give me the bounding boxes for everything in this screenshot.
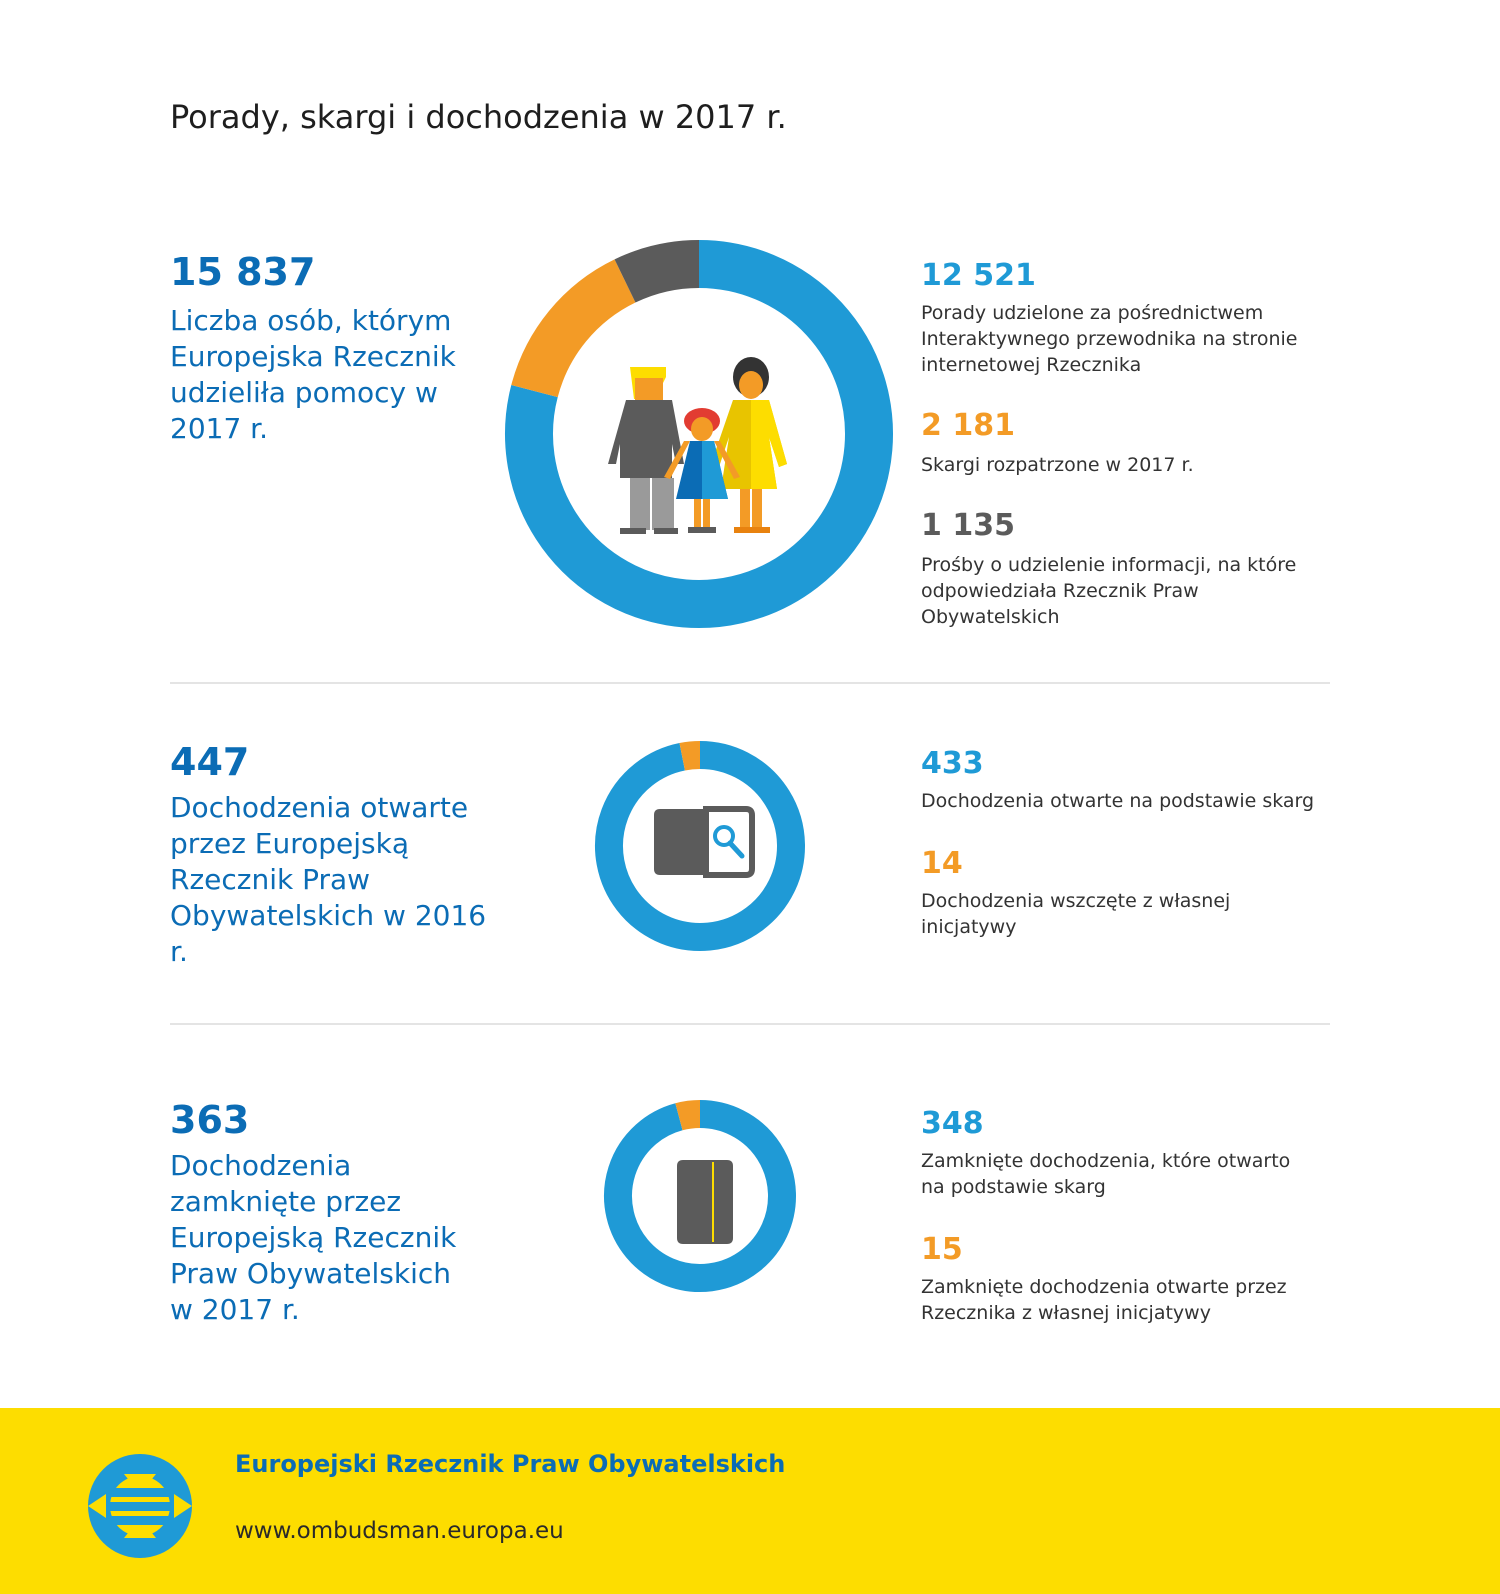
own-initiative-closed-value: 15 [921, 1232, 963, 1267]
info-requests-label: Prośby o udzielenie informacji, na które odpowiedziała Rzecznik Praw Obywatelskich [921, 554, 1297, 628]
donut-slice-2181 [535, 281, 626, 391]
complaints-label: Skargi rozpatrzone w 2017 r. [921, 454, 1194, 476]
website-link[interactable]: www.ombudsman.europa.eu [235, 1518, 564, 1544]
organization-name: Europejski Rzecznik Praw Obywatelskich [235, 1450, 786, 1478]
own-initiative-opened-value: 14 [921, 846, 963, 881]
open-folder-search-icon [654, 809, 752, 875]
closed-inquiries-total: 363 [170, 1098, 250, 1142]
footer [0, 1408, 1500, 1594]
donut-slice-14 [682, 755, 700, 757]
closed-complaint-inquiries-label: Zamknięte dochodzenia, które otwarto na podstawie skarg [921, 1150, 1291, 1198]
donut-slice-1135 [625, 264, 699, 281]
advice-value: 12 521 [921, 258, 1036, 293]
total-people-helped-label: Liczba osób, którym Europejska Rzecznik udzieliła pomocy w 2017 r. [170, 304, 456, 445]
closed-folder-icon [677, 1160, 733, 1244]
opened-complaint-inquiries-label: Dochodzenia otwarte na podstawie skarg [921, 790, 1315, 812]
complaints-value: 2 181 [921, 408, 1015, 443]
own-initiative-opened-label: Dochodzenia wszczęte z własnej inicjatywy [921, 890, 1231, 938]
opened-inquiries-label: Dochodzenia otwarte przez Europejską Rzecznik Praw Obywatelskich w 2016 r. [170, 791, 487, 968]
own-initiative-closed-label: Zamknięte dochodzenia otwarte przez Rzecznika z własnej inicjatywy [921, 1276, 1287, 1324]
family-icon [608, 357, 787, 534]
closed-inquiries-label: Dochodzenia zamknięte przez Europejską Rzecznik Praw Obywatelskich w 2017 r. [170, 1149, 457, 1326]
donut-slice-15 [679, 1114, 700, 1117]
total-people-helped: 15 837 [170, 250, 316, 294]
info-requests-value: 1 135 [921, 508, 1015, 543]
advice-label: Porady udzielone za pośrednictwem Interaktywnego przewodnika na stronie internetowej Rzecznika [921, 302, 1298, 376]
closed-complaint-inquiries-value: 348 [921, 1106, 984, 1141]
opened-inquiries-total: 447 [170, 740, 250, 784]
opened-complaint-inquiries-value: 433 [921, 746, 984, 781]
page-title: Porady, skargi i dochodzenia w 2017 r. [170, 98, 787, 136]
european-ombudsman-logo-icon [88, 1454, 192, 1558]
